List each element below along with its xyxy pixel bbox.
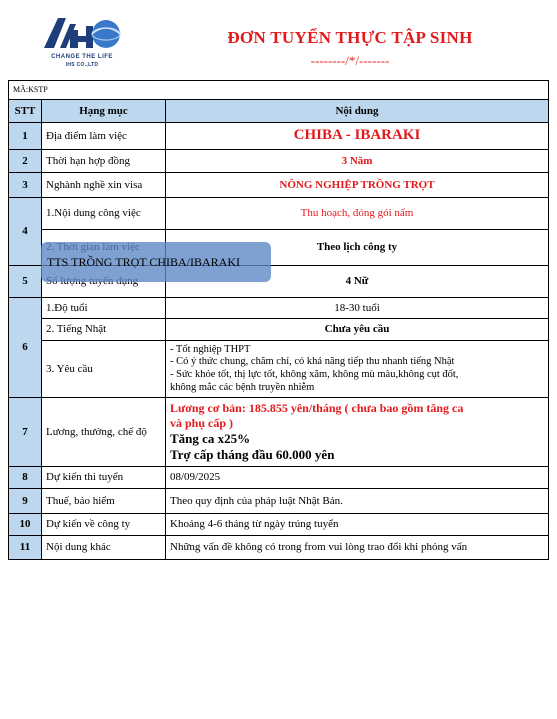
requirement-line: - Tốt nghiệp THPT	[170, 343, 251, 355]
row-item: Dự kiến thi tuyển	[42, 467, 166, 489]
job-title-overlay-label: TTS TRỒNG TRỌT CHIBA/IBARAKI	[41, 242, 271, 282]
job-content-value: Thu hoạch, đóng gói nấm	[166, 198, 549, 230]
headcount-value: 4 Nữ	[166, 266, 549, 298]
table-row	[9, 150, 549, 173]
requirement-line: - Sức khỏe tốt, thị lực tốt, không xăm, không mù màu,không cụt đốt,	[170, 369, 459, 380]
table-row	[9, 123, 549, 150]
row-number: 10	[9, 514, 42, 536]
row-number: 3	[9, 173, 42, 198]
form-code: MÃ:KSTP	[9, 81, 549, 100]
row-number: 7	[9, 398, 42, 467]
table-row	[9, 319, 549, 341]
requirements-list	[166, 341, 549, 398]
base-salary-note: và phụ cấp )	[170, 415, 234, 430]
visa-category-value: NÔNG NGHIỆP TRỒNG TRỌT	[166, 173, 549, 198]
table-row	[9, 198, 549, 230]
row-item: Địa điểm làm việc	[42, 123, 166, 150]
other-notes-value: Những vấn đề không có trong from vui lòng trao đổi khi phỏng vấn	[166, 536, 549, 560]
row-number: 9	[9, 489, 42, 514]
row-item: 1.Nội dung công việc	[42, 198, 166, 230]
table-row	[9, 536, 549, 560]
japanese-level-value: Chưa yêu cầu	[166, 319, 549, 341]
table-row	[9, 398, 549, 467]
requirement-line: không mắc các bệnh truyền nhiễm	[170, 381, 315, 393]
page-subtitle: --------/*/-------	[310, 53, 390, 68]
company-logo	[36, 14, 128, 74]
row-number: 11	[9, 536, 42, 560]
contract-term-value: 3 Năm	[166, 150, 549, 173]
column-header-stt: STT	[9, 100, 42, 123]
table-row	[9, 467, 549, 489]
row-number: 4	[9, 198, 42, 266]
table-row	[9, 489, 549, 514]
form-code-row	[9, 81, 549, 100]
column-header-item: Hạng mục	[42, 100, 166, 123]
row-item: Nghành nghề xin visa	[42, 173, 166, 198]
working-hours-value: Theo lịch công ty	[166, 230, 549, 266]
row-number: 8	[9, 467, 42, 489]
table-header-row	[9, 100, 549, 123]
row-number: 1	[9, 123, 42, 150]
row-item: Nội dung khác	[42, 536, 166, 560]
row-number: 5	[9, 266, 42, 298]
logo-company-name: IHS CO.,LTD	[65, 62, 99, 68]
base-salary-line: Lương cơ bản: 185.855 yên/tháng ( chưa bao gồm tăng ca	[170, 400, 464, 415]
ahi-logo-icon	[42, 14, 122, 52]
first-month-allowance-line: Trợ cấp tháng đầu 60.000 yên	[170, 447, 335, 462]
tax-insurance-value: Theo quy định của pháp luật Nhật Bản.	[166, 489, 549, 514]
recruitment-table	[8, 80, 549, 560]
salary-details	[166, 398, 549, 467]
exam-date-value: 08/09/2025	[166, 467, 549, 489]
age-value: 18-30 tuổi	[166, 298, 549, 319]
row-item: Lương, thưởng, chế độ	[42, 398, 166, 467]
logo-tagline: CHANGE THE LIFE	[51, 54, 113, 60]
table-row	[9, 298, 549, 319]
overtime-line: Tăng ca x25%	[170, 430, 251, 446]
row-item: 3. Yêu cầu	[42, 341, 166, 398]
table-row	[9, 514, 549, 536]
row-item: 2. Tiếng Nhật	[42, 319, 166, 341]
row-number: 6	[9, 298, 42, 398]
row-item: 1.Độ tuổi	[42, 298, 166, 319]
expected-departure-value: Khoảng 4-6 tháng từ ngày trúng tuyển	[166, 514, 549, 536]
row-number: 2	[9, 150, 42, 173]
column-header-content: Nội dung	[166, 100, 549, 123]
row-item: Thời hạn hợp đồng	[42, 150, 166, 173]
requirement-line: - Có ý thức chung, chăm chỉ, có khả năng tiếp thu nhanh tiếng Nhật	[170, 356, 455, 368]
table-row	[9, 341, 549, 398]
page-title: ĐƠN TUYỂN THỰC TẬP SINH	[227, 28, 473, 47]
table-row	[9, 173, 549, 198]
row-item: Thuế, bảo hiểm	[42, 489, 166, 514]
work-location-value: CHIBA - IBARAKI	[166, 123, 549, 150]
row-item: Dự kiến về công ty	[42, 514, 166, 536]
